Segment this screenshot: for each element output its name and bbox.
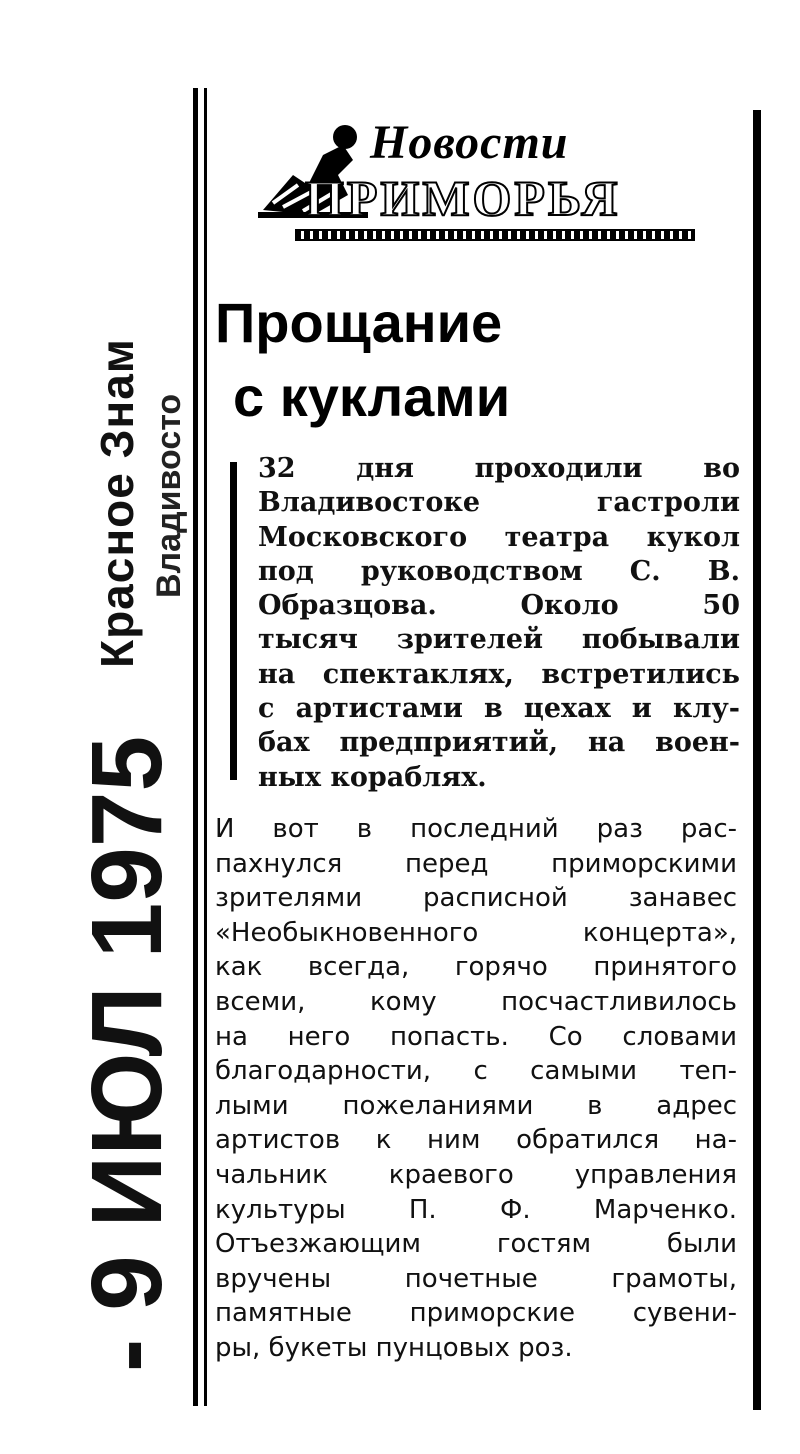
lead-line: Образцова. Около 50 [258, 590, 740, 622]
body-line: лыми пожеланиями в адрес [215, 1090, 737, 1121]
lead-line: 32 дня проходили во [258, 453, 740, 484]
date-stamp: - 9 ИЮЛ 1975 [71, 735, 183, 1372]
column-left-border [193, 88, 214, 1406]
column-right-border [753, 110, 761, 1410]
lead-line: Московского театра кукол [258, 521, 740, 553]
lead-line: под руководством С. В. [258, 555, 740, 587]
body-line: ры, букеты пунцовых роз. [215, 1332, 573, 1363]
lead-line: ных кораблях. [258, 761, 487, 793]
lead-line: тысяч зрителей побывали [258, 624, 740, 656]
body-line: «Необыкновенного концерта», [215, 917, 737, 948]
body-line: всеми, кому посчастливилось [215, 986, 737, 1017]
body-line: вручены почетные грамоты, [215, 1263, 737, 1294]
section-masthead [245, 105, 705, 245]
body-line: Отъезжающим гостям были [215, 1229, 737, 1260]
masthead-rule [295, 229, 695, 241]
headline-line1: Прощание [215, 291, 503, 354]
lead-bar [230, 462, 237, 780]
lead-paragraph [258, 452, 740, 795]
lead-line: на спектаклях, встретились [258, 658, 740, 690]
body-line: И вот в последний раз рас- [215, 814, 737, 844]
body-line: пахнулся перед приморскими [215, 848, 737, 879]
body-line: на него попасть. Со словами [215, 1021, 737, 1052]
masthead-line1: Новости [370, 116, 569, 169]
lead-line: бах предприятий, на воен- [258, 727, 740, 759]
body-line: благодарности, с самыми теп- [215, 1056, 737, 1087]
body-line: как всегда, горячо принятого [215, 952, 737, 983]
newspaper-name-stamp: Красное Знам [91, 338, 143, 668]
city-stamp: Владивосто [150, 393, 188, 598]
body-line: зрителями расписной занавес [215, 883, 737, 914]
article-headline [215, 292, 735, 428]
lead-line: Владивостоке гастроли [258, 487, 740, 519]
body-line: чальник краевого управления [215, 1159, 737, 1190]
lead-line: с артистами в цехах и клу- [258, 693, 740, 725]
headline-line2: с куклами [233, 365, 511, 428]
body-line: памятные приморские сувени- [215, 1298, 737, 1329]
body-line: артистов к ним обратился на- [215, 1125, 737, 1156]
body-paragraph [215, 812, 737, 1366]
body-line: культуры П. Ф. Марченко. [215, 1194, 737, 1225]
masthead-line2: ПРИМОРЬЯ [305, 170, 621, 226]
